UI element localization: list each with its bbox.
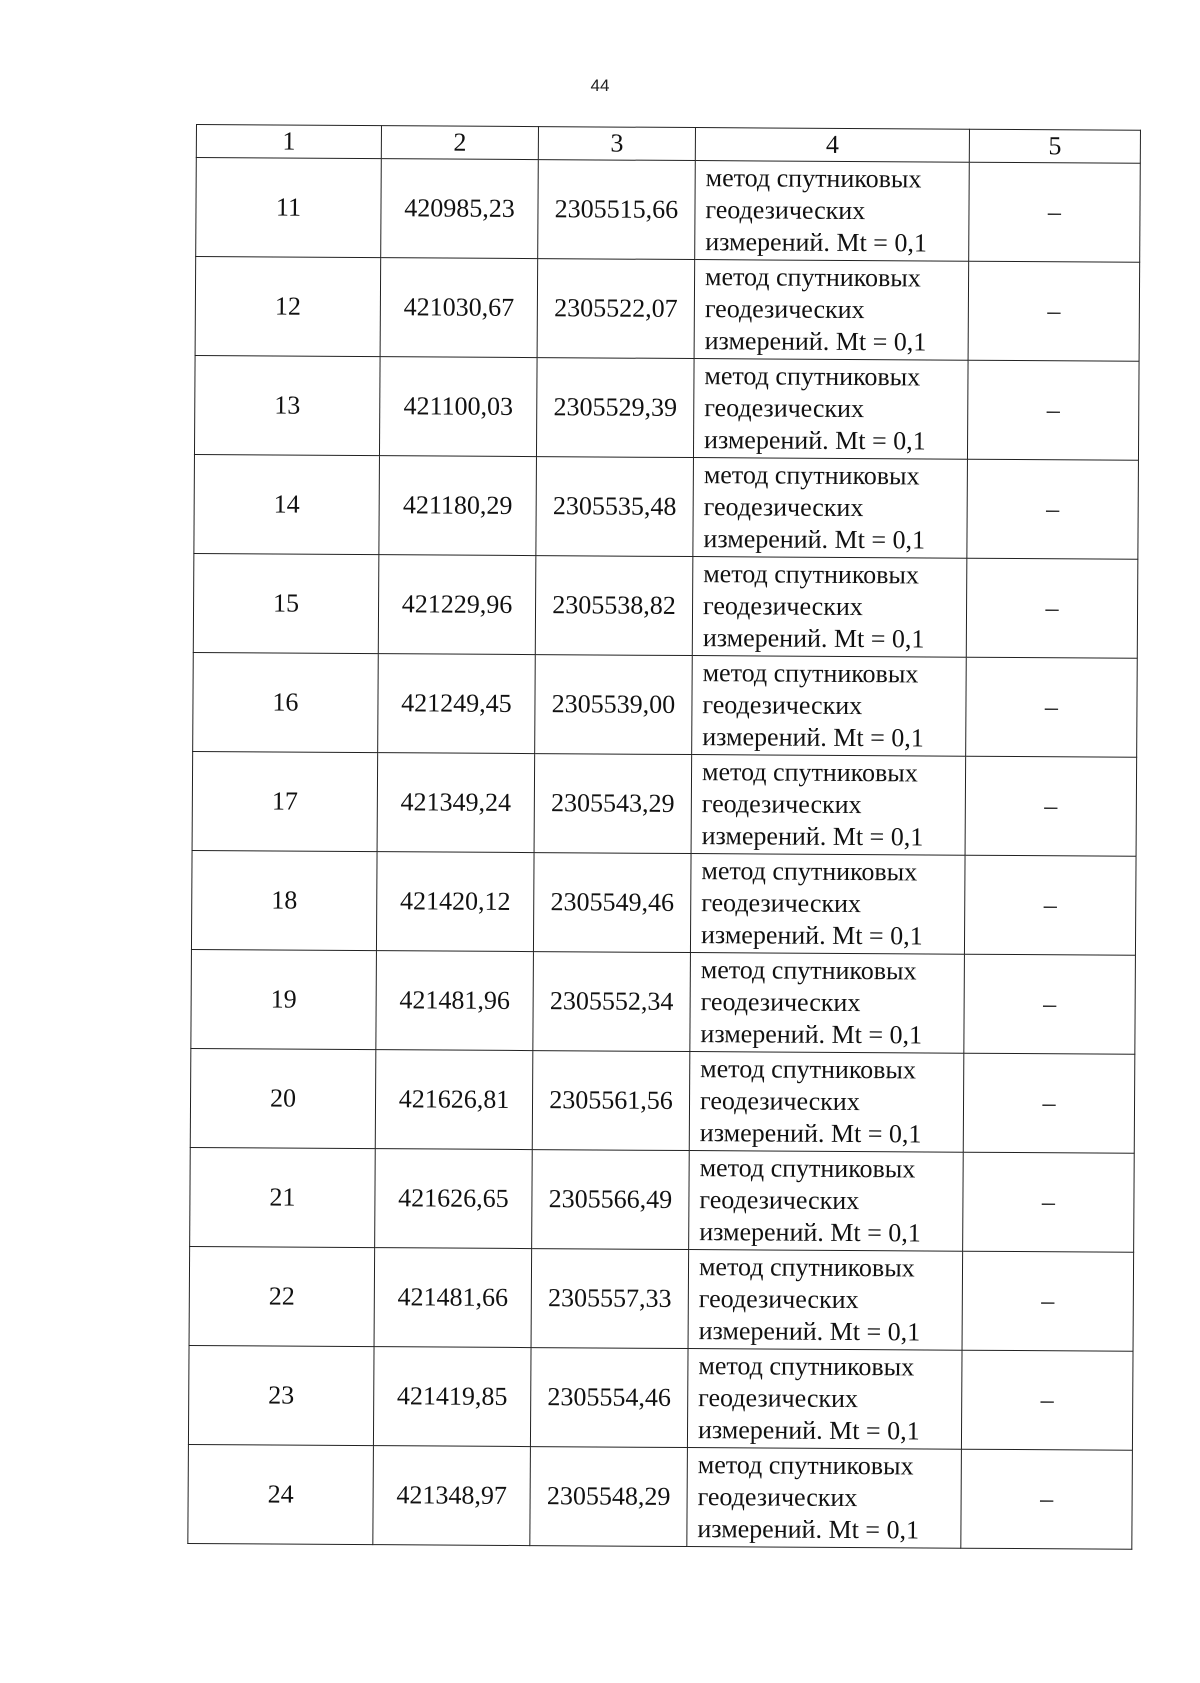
table-row bbox=[191, 949, 1136, 1054]
method-line: метод спутниковых bbox=[705, 163, 922, 194]
method-cell bbox=[690, 854, 965, 955]
point-number-cell: 20 bbox=[190, 1048, 376, 1148]
note-cell: – bbox=[961, 1350, 1133, 1450]
method-line: геодезических bbox=[698, 1284, 859, 1315]
method-line: геодезических bbox=[705, 195, 866, 226]
method-line: геодезических bbox=[703, 492, 864, 523]
page-number: 44 bbox=[590, 76, 610, 95]
x-coordinate-cell: 421420,12 bbox=[376, 852, 534, 952]
method-line: метод спутниковых bbox=[698, 1351, 915, 1382]
method-line: геодезических bbox=[698, 1383, 859, 1414]
method-line: измерений. Mt = 0,1 bbox=[705, 227, 927, 258]
method-cell bbox=[693, 458, 968, 559]
point-number-cell: 19 bbox=[191, 949, 377, 1049]
method-line: геодезических bbox=[701, 789, 862, 820]
point-number-cell: 21 bbox=[190, 1147, 376, 1247]
method-line: метод спутниковых bbox=[699, 1153, 916, 1184]
table-row bbox=[192, 751, 1137, 856]
method-line: измерений. Mt = 0,1 bbox=[699, 1217, 921, 1248]
point-number-cell: 16 bbox=[193, 652, 379, 752]
y-coordinate-cell: 2305522,07 bbox=[537, 259, 695, 359]
table-row bbox=[193, 553, 1138, 658]
y-coordinate-cell: 2305561,56 bbox=[532, 1051, 690, 1151]
point-number-cell: 23 bbox=[188, 1345, 374, 1445]
note-cell: – bbox=[968, 261, 1140, 361]
method-cell bbox=[694, 260, 969, 361]
method-line: измерений. Mt = 0,1 bbox=[697, 1415, 920, 1446]
note-cell: – bbox=[966, 657, 1138, 757]
note-cell: – bbox=[967, 459, 1139, 559]
note-cell: – bbox=[961, 1449, 1133, 1549]
y-coordinate-cell: 2305538,82 bbox=[535, 556, 693, 656]
method-cell bbox=[688, 1250, 963, 1351]
method-line: геодезических bbox=[702, 690, 863, 721]
point-number-cell: 14 bbox=[194, 454, 380, 554]
method-line: метод спутниковых bbox=[704, 262, 921, 293]
column-header-4: 4 bbox=[695, 128, 969, 163]
method-line: метод спутниковых bbox=[700, 1054, 917, 1085]
x-coordinate-cell: 421626,81 bbox=[375, 1050, 533, 1150]
method-cell bbox=[695, 161, 970, 262]
point-number-cell: 15 bbox=[193, 553, 379, 653]
table-row bbox=[196, 158, 1141, 263]
note-cell: – bbox=[963, 1053, 1135, 1153]
x-coordinate-cell: 420985,23 bbox=[381, 159, 539, 259]
x-coordinate-cell: 421349,24 bbox=[377, 753, 535, 853]
x-coordinate-cell: 421229,96 bbox=[378, 555, 536, 655]
point-number-cell: 18 bbox=[191, 850, 377, 950]
method-cell bbox=[687, 1448, 962, 1549]
method-cell bbox=[692, 656, 967, 757]
method-line: измерений. Mt = 0,1 bbox=[699, 1118, 922, 1149]
x-coordinate-cell: 421030,67 bbox=[380, 258, 538, 358]
column-header-3: 3 bbox=[538, 127, 695, 161]
table-row bbox=[188, 1345, 1133, 1450]
x-coordinate-cell: 421348,97 bbox=[373, 1446, 531, 1546]
method-line: метод спутниковых bbox=[704, 361, 921, 392]
point-number-cell: 17 bbox=[192, 751, 378, 851]
point-number-cell: 24 bbox=[188, 1444, 374, 1544]
x-coordinate-cell: 421180,29 bbox=[379, 456, 537, 556]
x-coordinate-cell: 421481,66 bbox=[374, 1248, 532, 1348]
method-cell bbox=[690, 953, 965, 1054]
table-body bbox=[188, 158, 1140, 1550]
method-line: геодезических bbox=[701, 888, 862, 919]
note-cell: – bbox=[964, 954, 1136, 1054]
method-cell bbox=[689, 1052, 964, 1153]
note-cell: – bbox=[966, 558, 1138, 658]
method-line: измерений. Mt = 0,1 bbox=[701, 821, 924, 852]
method-line: геодезических bbox=[704, 393, 865, 424]
method-line: метод спутниковых bbox=[697, 1450, 914, 1481]
note-cell: – bbox=[965, 756, 1137, 856]
method-line: метод спутниковых bbox=[700, 955, 917, 986]
point-number-cell: 13 bbox=[194, 355, 380, 455]
method-line: измерений. Mt = 0,1 bbox=[704, 326, 927, 357]
y-coordinate-cell: 2305557,33 bbox=[531, 1249, 689, 1349]
note-cell: – bbox=[967, 360, 1139, 460]
method-cell bbox=[692, 557, 967, 658]
method-line: метод спутниковых bbox=[703, 559, 920, 590]
y-coordinate-cell: 2305529,39 bbox=[536, 358, 694, 458]
x-coordinate-cell: 421249,45 bbox=[378, 654, 536, 754]
note-cell: – bbox=[962, 1251, 1134, 1351]
method-line: геодезических bbox=[704, 294, 865, 325]
method-line: геодезических bbox=[699, 1086, 860, 1117]
table-row bbox=[189, 1246, 1134, 1351]
y-coordinate-cell: 2305548,29 bbox=[530, 1447, 688, 1547]
y-coordinate-cell: 2305549,46 bbox=[533, 853, 691, 953]
method-line: измерений. Mt = 0,1 bbox=[698, 1316, 921, 1347]
table-row bbox=[190, 1147, 1135, 1252]
method-line: измерений. Mt = 0,1 bbox=[703, 425, 926, 456]
y-coordinate-cell: 2305554,46 bbox=[530, 1348, 688, 1448]
method-cell bbox=[691, 755, 966, 856]
method-cell bbox=[693, 359, 968, 460]
method-line: измерений. Mt = 0,1 bbox=[700, 1019, 923, 1050]
method-line: измерений. Mt = 0,1 bbox=[702, 623, 925, 654]
method-line: геодезических bbox=[699, 1185, 860, 1216]
column-header-5: 5 bbox=[969, 129, 1140, 163]
table-row bbox=[194, 454, 1139, 559]
table-row bbox=[190, 1048, 1135, 1153]
method-cell bbox=[687, 1349, 962, 1450]
y-coordinate-cell: 2305543,29 bbox=[534, 754, 692, 854]
column-header-1: 1 bbox=[196, 125, 381, 159]
method-line: измерений. Mt = 0,1 bbox=[703, 524, 926, 555]
coordinates-table bbox=[187, 124, 1141, 1550]
method-line: геодезических bbox=[697, 1482, 858, 1513]
method-line: геодезических bbox=[700, 987, 861, 1018]
point-number-cell: 11 bbox=[196, 158, 382, 258]
table-row bbox=[193, 652, 1138, 757]
method-line: метод спутниковых bbox=[701, 757, 918, 788]
method-line: метод спутниковых bbox=[702, 658, 919, 689]
method-line: метод спутниковых bbox=[701, 856, 918, 887]
note-cell: – bbox=[964, 855, 1136, 955]
point-number-cell: 22 bbox=[189, 1246, 375, 1346]
note-cell: – bbox=[969, 162, 1141, 262]
note-cell: – bbox=[963, 1152, 1135, 1252]
x-coordinate-cell: 421481,96 bbox=[376, 951, 534, 1051]
y-coordinate-cell: 2305552,34 bbox=[533, 952, 691, 1052]
table-row bbox=[188, 1444, 1133, 1549]
y-coordinate-cell: 2305535,48 bbox=[536, 457, 694, 557]
table-row bbox=[195, 257, 1140, 362]
x-coordinate-cell: 421100,03 bbox=[379, 357, 537, 457]
point-number-cell: 12 bbox=[195, 257, 381, 357]
method-line: измерений. Mt = 0,1 bbox=[700, 920, 923, 951]
x-coordinate-cell: 421419,85 bbox=[373, 1347, 531, 1447]
method-line: метод спутниковых bbox=[703, 460, 920, 491]
table-row bbox=[191, 850, 1136, 955]
method-line: метод спутниковых bbox=[698, 1252, 915, 1283]
method-line: измерений. Mt = 0,1 bbox=[697, 1514, 920, 1545]
method-cell bbox=[689, 1151, 964, 1252]
y-coordinate-cell: 2305566,49 bbox=[532, 1150, 690, 1250]
method-line: геодезических bbox=[702, 591, 863, 622]
method-line: измерений. Mt = 0,1 bbox=[702, 722, 924, 753]
table-row bbox=[194, 355, 1139, 460]
x-coordinate-cell: 421626,65 bbox=[375, 1149, 533, 1249]
column-header-2: 2 bbox=[381, 126, 538, 160]
y-coordinate-cell: 2305539,00 bbox=[535, 655, 693, 755]
y-coordinate-cell: 2305515,66 bbox=[538, 160, 696, 260]
